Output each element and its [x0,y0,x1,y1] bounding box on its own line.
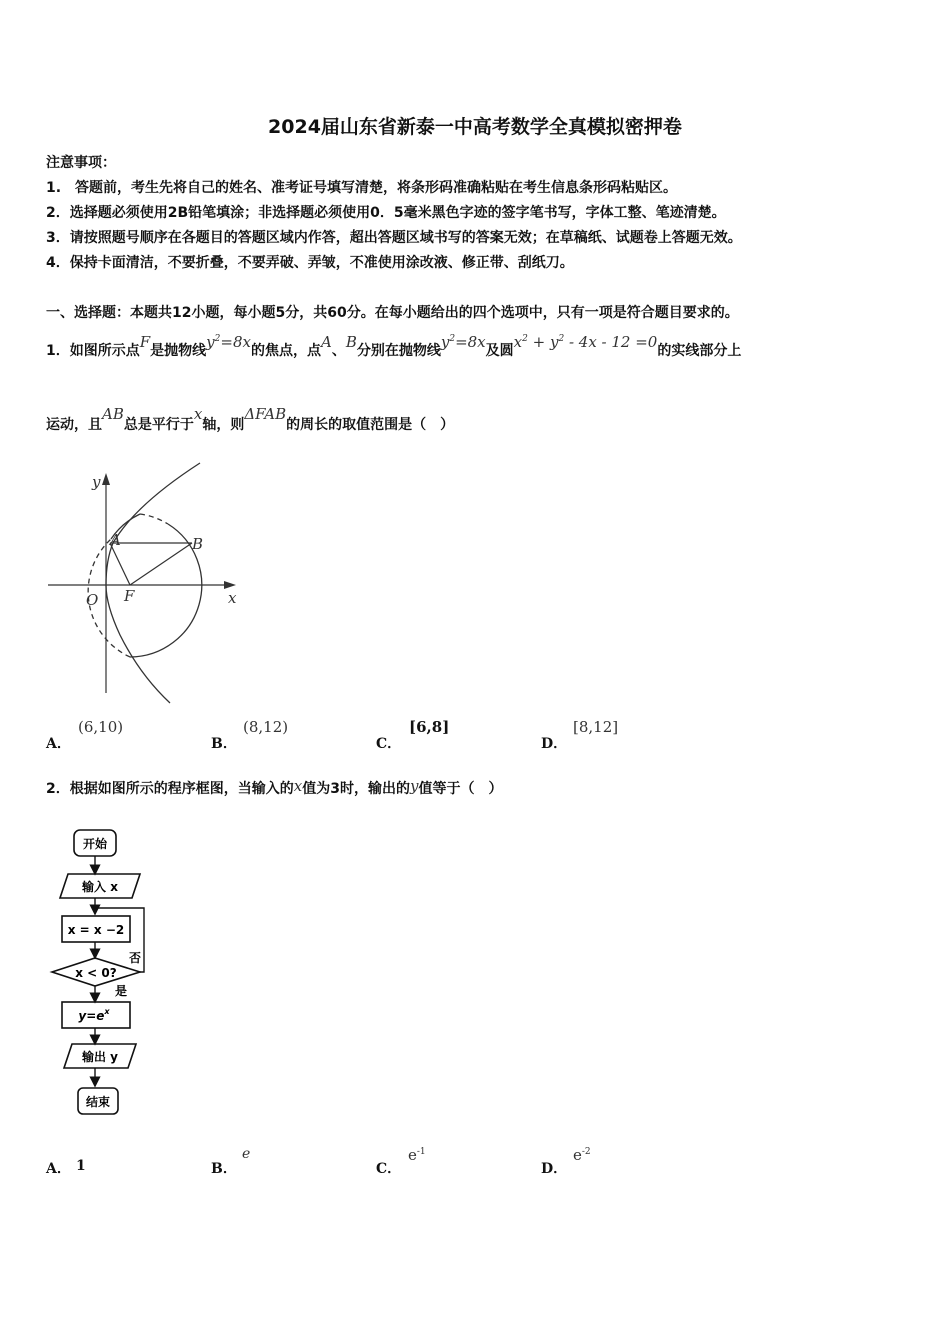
q2-option-a-value: 1 [76,1158,86,1174]
q1-text-8: 运动，且 [46,417,102,433]
q1-math-triangle: ΔFAB [244,405,287,423]
label-F: F [124,587,135,605]
flow-calc-text: $y=e^x$ [78,1007,110,1023]
q1-text-9: 总是平行于 [123,417,194,433]
label-B: B [192,535,204,553]
q1-text-10: 轴，则 [202,417,245,433]
label-y: y [92,473,101,491]
q1-stem-line1 [46,333,742,360]
flow-output-text: 输出 y [81,1050,119,1064]
q1-math-parabola-2: $y^2=8x$ [440,333,486,351]
x-axis-arrow [224,581,236,589]
q1-text-1: 1．如图所示点 [46,343,140,359]
q1-math-x: x [193,405,203,423]
notice-heading: 注意事项： [46,155,116,171]
q1-text-7: 的实线部分上 [657,343,742,359]
q1-option-a-label: A． [46,736,71,752]
flow-decision-text: x < 0? [75,966,117,980]
label-A: A [110,531,121,549]
q2-option-a-label: A． [46,1161,71,1177]
parabola [106,463,200,703]
q2-option-c-value: $e^{-1}$ [408,1146,426,1164]
q2-option-d-label: D． [541,1161,568,1177]
section-heading: 一、选择题：本题共12小题，每小题5分，共60分。在每小题给出的四个选项中，只有一项是符合题目要求的。 [46,305,739,321]
flow-label-no: 否 [129,951,142,965]
q1-text-2: 是抛物线 [150,343,207,359]
y-axis-arrow [102,473,110,485]
flow-start-text: 开始 [82,837,108,851]
q1-option-d-label: D． [541,736,568,752]
q1-option-a-value: (6,10) [78,718,124,736]
circle-dashed-arc-top [140,514,168,524]
q1-math-F: F [139,333,151,351]
label-x: x [228,589,237,607]
q2-flowchart [48,822,158,1122]
flow-end-text: 结束 [85,1095,111,1109]
flow-assign-text: x = x −2 [67,923,125,937]
q2-text-3: 值等于（ ） [418,781,503,797]
q1-math-AB: AB [102,405,124,423]
page-title: 2024届山东省新泰一中高考数学全真模拟密押卷 [268,116,682,138]
q1-option-b-label: B． [211,736,237,752]
flow-input-text: 输入 x [82,880,118,894]
q1-math-circle: $x^2 + y^2 - 4x - 12 =0$ [513,333,658,351]
q1-figure [40,455,250,710]
q2-math-y: y [409,777,419,795]
q1-stem-line2 [46,405,455,434]
q2-math-x: x [293,777,303,795]
q2-text-1: 2．根据如图所示的程序框图，当输入的 [46,781,294,797]
notice-item-1: 1. 答题前，考生先将自己的姓名、准考证号填写清楚，将条形码准确粘贴在考生信息条形码粘贴区。 [46,180,678,196]
q1-text-6: 及圆 [485,343,514,359]
q2-option-b-label: B． [211,1161,237,1177]
q2-stem [46,778,502,798]
q1-option-c-value: [6,8] [409,718,450,736]
label-O: O [86,591,99,609]
notice-item-2: 2．选择题必须使用2B铅笔填涂；非选择题必须使用0．5毫米黑色字迹的签字笔书写，字体工整、笔迹清楚。 [46,205,726,221]
notice-item-4: 4．保持卡面清洁，不要折叠，不要弄破、弄皱，不准使用涂改液、修正带、刮纸刀。 [46,255,574,271]
q2-option-d-value: $e^{-2}$ [573,1146,591,1164]
q1-option-b-value: (8,12) [243,718,289,736]
segment-AF [110,543,130,585]
q1-math-A: A [320,333,332,351]
q1-text-5: 分别在抛物线 [356,343,441,359]
q1-option-c-label: C． [376,736,402,752]
segment-BF [130,543,192,585]
q2-option-c-label: C． [376,1161,402,1177]
flow-label-yes: 是 [115,984,128,998]
q2-option-b-value: e [242,1146,251,1162]
q1-text-3: 的焦点，点 [250,343,321,359]
q1-math-B: B [345,333,357,351]
q1-text-4: 、 [331,343,346,359]
q2-text-2: 值为3时，输出的 [302,781,410,797]
q1-option-d-value: [8,12] [573,718,619,736]
notice-item-3: 3．请按照题号顺序在各题目的答题区域内作答，超出答题区域书写的答案无效；在草稿纸、试题卷上答题无效。 [46,230,742,246]
q1-text-11: 的周长的取值范围是（ ） [286,417,455,433]
q1-math-parabola-1: $y^2=8x$ [206,333,251,351]
